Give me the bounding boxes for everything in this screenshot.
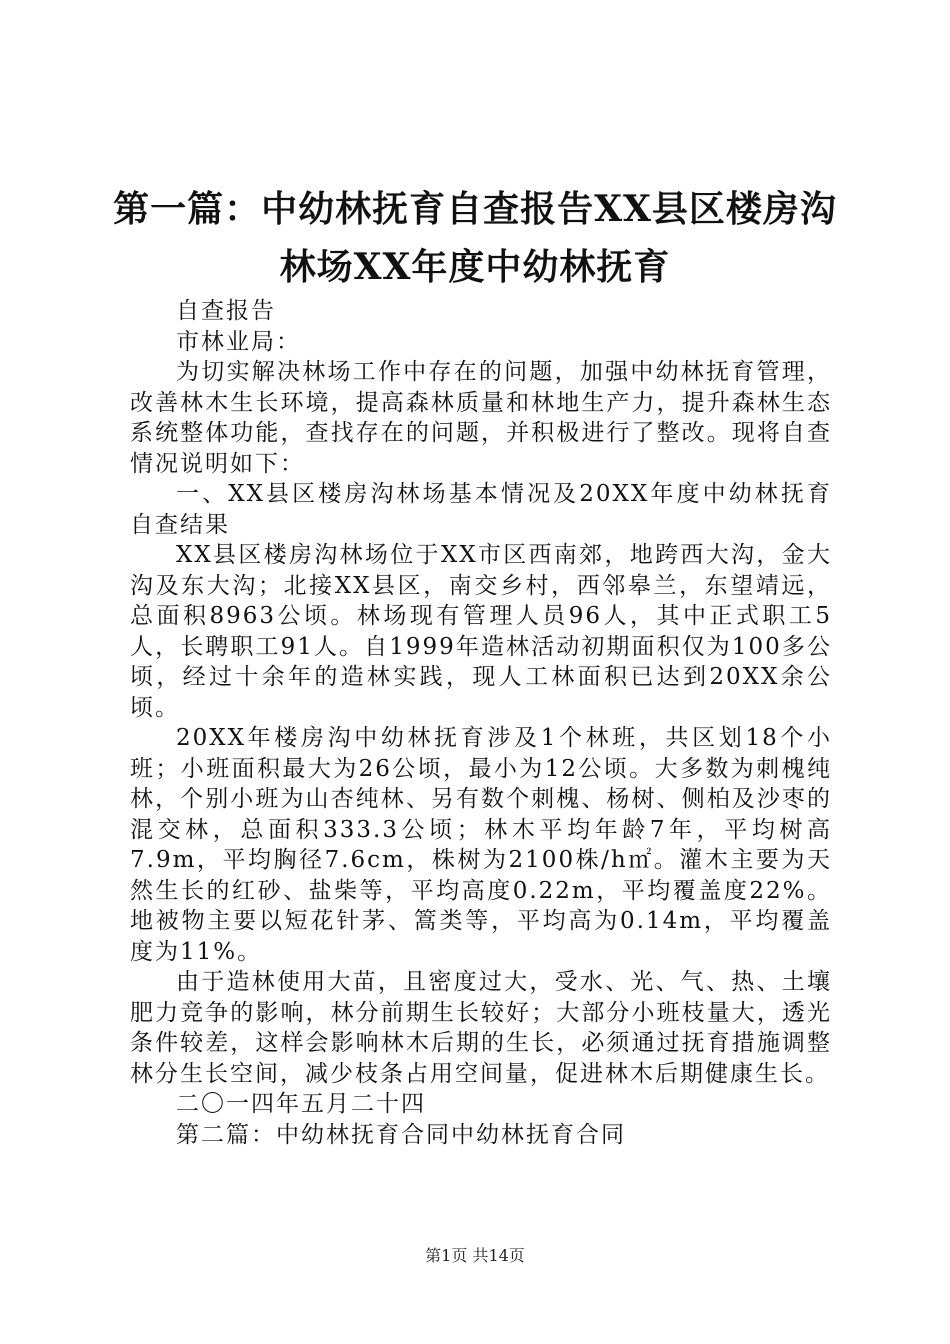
paragraph-date: 二〇一四年五月二十四 xyxy=(176,1091,426,1117)
paragraph-next-article-title: 第二篇：中幼林抚育合同中幼林抚育合同 xyxy=(176,1121,626,1148)
page-footer: 第1页 共14页 xyxy=(425,1246,525,1265)
paragraph-report-heading: 自查报告 xyxy=(176,298,276,324)
paragraph-section-heading: 一、XX县区楼房沟林场基本情况及20XX年度中幼林抚育自查结果 xyxy=(130,481,832,538)
document-title-line-1: 第一篇：中幼林抚育自查报告XX县区楼房沟 xyxy=(113,188,837,230)
paragraph-problems: 由于造林使用大苗，且密度过大，受水、光、气、热、土壤肥力竞争的影响，林分前期生长较好；大部分小班枝量大，透光条件较差，这样会影响林木后期的生长，必须通过抚育措施调整林分生长空间，减少枝条占用空间量，促进林木后期健康生长。 xyxy=(130,969,832,1087)
document-title-line-2: 林场XX年度中幼林抚育 xyxy=(279,246,671,288)
paragraph-recipient: 市林业局： xyxy=(176,328,301,355)
paragraph-forest-farm-overview: XX县区楼房沟林场位于XX市区西南郊，地跨西大沟，金大沟及东大沟；北接XX县区，南交乡村，西邻皋兰，东望靖远，总面积8963公顷。林场现有管理人员96人，其中正式职工5人，长聘职工91人。自1999年造林活动初期面积仅为100多公顷，经过十余年的造林实践，现人工林面积已达到20XX余公顷。 xyxy=(130,542,832,721)
paragraph-intro: 为切实解决林场工作中存在的问题，加强中幼林抚育管理，改善林木生长环境，提高森林质量和林地生产力，提升森林生态系统整体功能，查找存在的问题，并积极进行了整改。现将自查情况说明如下： xyxy=(130,359,832,477)
paragraph-tending-details: 20XX年楼房沟中幼林抚育涉及1个林班，共区划18个小班；小班面积最大为26公顷，最小为12公顷。大多数为刺槐纯林，个别小班为山杏纯林、另有数个刺槐、杨树、侧柏及沙枣的混交林，总面积333.3公顷；林木平均年龄7年，平均树高7.9m，平均胸径7.6cm，株树为2100株/h㎡。灌木主要为天然生长的红砂、盐柴等，平均高度0.22m，平均覆盖度22%。地被物主要以短花针茅、篙类等，平均高为0.14m，平均覆盖度为11%。 xyxy=(130,725,832,965)
document-body xyxy=(130,296,832,1150)
